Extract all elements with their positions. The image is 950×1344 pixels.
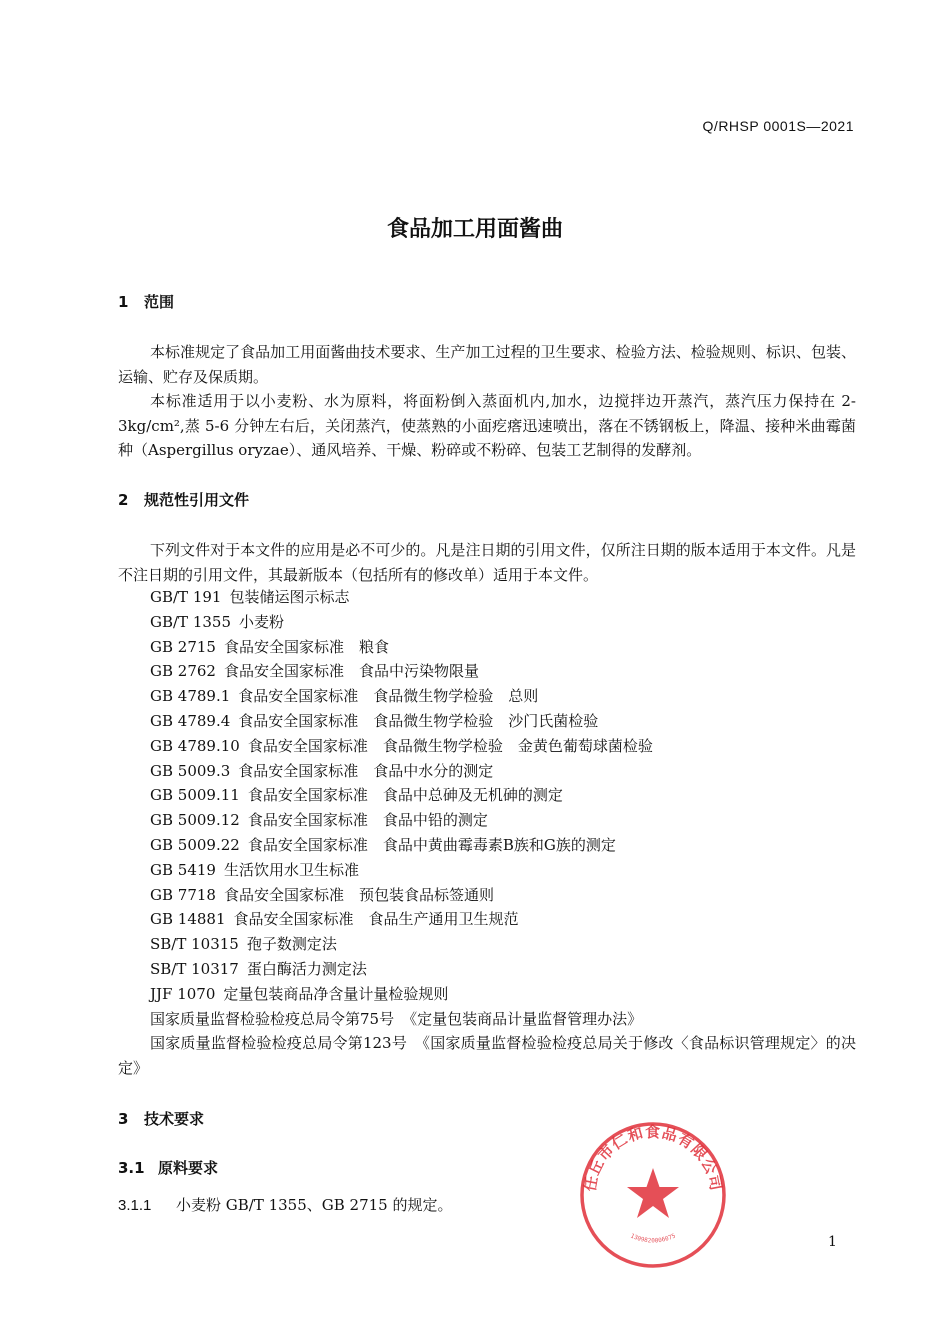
reference-code: GB 5009.3 [150,761,231,780]
reference-title: 食品安全国家标准 食品中铅的测定 [247,811,488,830]
clause-number: 3.1.1 [118,1197,152,1214]
reference-item [118,858,856,883]
reference-item [118,932,856,957]
reference-code: 国家质量监督检验检疫总局令第123号 [150,1034,408,1053]
reference-code: GB 5009.12 [150,811,240,830]
reference-title: 小麦粉 [239,612,285,631]
reference-title: 食品安全国家标准 食品生产通用卫生规范 [233,910,519,929]
subsection-number: 3.1 [118,1159,145,1177]
document-code: Q/RHSP 0001S—2021 [702,118,854,134]
reference-item [118,883,856,908]
reference-title: 食品安全国家标准 食品微生物学检验 沙门氏菌检验 [238,711,599,730]
reference-code: GB 5009.11 [150,786,240,805]
reference-title: 食品安全国家标准 食品微生物学检验 金黄色葡萄球菌检验 [247,736,653,755]
reference-item [118,635,856,660]
seal-text: 任丘市仁和食品有限公司 [580,1123,726,1193]
reference-code: SB/T 10315 [150,935,239,954]
section-heading-scope [118,291,174,312]
reference-code: JJF 1070 [150,984,216,1003]
reference-title: 定量包装商品净含量计量检验规则 [223,984,449,1003]
reference-title: 食品安全国家标准 食品中总砷及无机砷的测定 [247,786,563,805]
reference-code: GB/T 1355 [150,612,232,631]
section-heading-references [118,489,249,510]
reference-code: GB 4789.1 [150,687,231,706]
reference-code: GB/T 191 [150,588,222,606]
reference-item [118,808,856,833]
reference-title: 食品安全国家标准 食品微生物学检验 总则 [238,687,539,706]
reference-item [118,585,856,610]
reference-title: 食品安全国家标准 预包装食品标签通则 [223,885,494,904]
section-number: 3 [118,1110,129,1128]
reference-title: 食品安全国家标准 食品中黄曲霉毒素B族和G族的测定 [247,835,616,854]
reference-code: GB 14881 [150,910,226,929]
section-number: 1 [118,293,129,311]
seal-serial: 1309820006075 [629,1232,677,1245]
reference-item [118,982,856,1007]
subsection-title: 原料要求 [158,1159,219,1177]
clause-3-1-1 [118,1194,453,1215]
section-heading-technical [118,1108,204,1129]
reference-item [118,907,856,932]
reference-code: 国家质量监督检验检疫总局令第75号 [150,1009,395,1028]
company-seal [578,1120,728,1270]
reference-title: 《国家质量监督检验检疫总局关于修改〈食品标识管理规定〉的决定》 [118,1034,856,1078]
reference-item [118,734,856,759]
reference-title: 食品安全国家标准 食品中水分的测定 [238,761,494,780]
scope-paragraph-2: 本标准适用于以小麦粉、水为原料，将面粉倒入蒸面机内,加水，边搅拌边开蒸汽，蒸汽压力保持在 2-3kg/cm²,蒸 5-6 分钟左右后，关闭蒸汽，使蒸熟的小面疙瘩迅速喷出，落在不锈钢板上，降温、接种米曲霉菌种（Aspergillus oryzae）、通风培养、干燥、粉碎或不粉碎、包装工艺制得的发酵剂。 [118,392,856,459]
reference-title: 食品安全国家标准 食品中污染物限量 [223,662,479,681]
seal-star-icon [627,1168,679,1218]
reference-title: 《定量包装商品计量监督管理办法》 [402,1009,643,1028]
reference-item [118,957,856,982]
page-number: 1 [828,1234,837,1250]
reference-item [118,783,856,808]
scope-paragraph-1: 本标准规定了食品加工用面酱曲技术要求、生产加工过程的卫生要求、检验方法、检验规则、标识、包装、运输、贮存及保质期。 [118,343,856,386]
clause-text: 小麦粉 GB/T 1355、GB 2715 的规定。 [176,1196,453,1214]
section-title: 规范性引用文件 [144,491,250,509]
reference-code: GB 4789.4 [150,711,231,730]
reference-item [118,1007,856,1032]
reference-title: 生活饮用水卫生标准 [223,860,359,879]
reference-code: GB 2715 [150,637,216,656]
reference-code: GB 7718 [150,885,216,904]
section-number: 2 [118,491,129,509]
reference-code: GB 5419 [150,860,216,879]
reference-item [118,1031,856,1081]
reference-code: GB 5009.22 [150,835,240,854]
reference-code: GB 2762 [150,662,216,681]
page-title: 食品加工用面酱曲 [386,217,563,242]
reference-item [118,709,856,734]
reference-code: GB 4789.10 [150,736,240,755]
reference-item [118,659,856,684]
reference-title: 孢子数测定法 [246,935,337,954]
reference-title: 食品安全国家标准 粮食 [223,637,389,656]
reference-list [118,585,856,1081]
reference-item [118,684,856,709]
section-title: 范围 [144,293,175,311]
reference-item [118,833,856,858]
reference-code: SB/T 10317 [150,959,239,978]
reference-title: 蛋白酶活力测定法 [246,959,367,978]
subsection-heading [118,1157,218,1178]
reference-item [118,759,856,784]
section-title: 技术要求 [144,1110,205,1128]
reference-item [118,610,856,635]
reference-title: 包装储运图示标志 [229,588,350,606]
references-intro: 下列文件对于本文件的应用是必不可少的。凡是注日期的引用文件，仅所注日期的版本适用于本文件。凡是不注日期的引用文件，其最新版本（包括所有的修改单）适用于本文件。 [118,541,856,584]
